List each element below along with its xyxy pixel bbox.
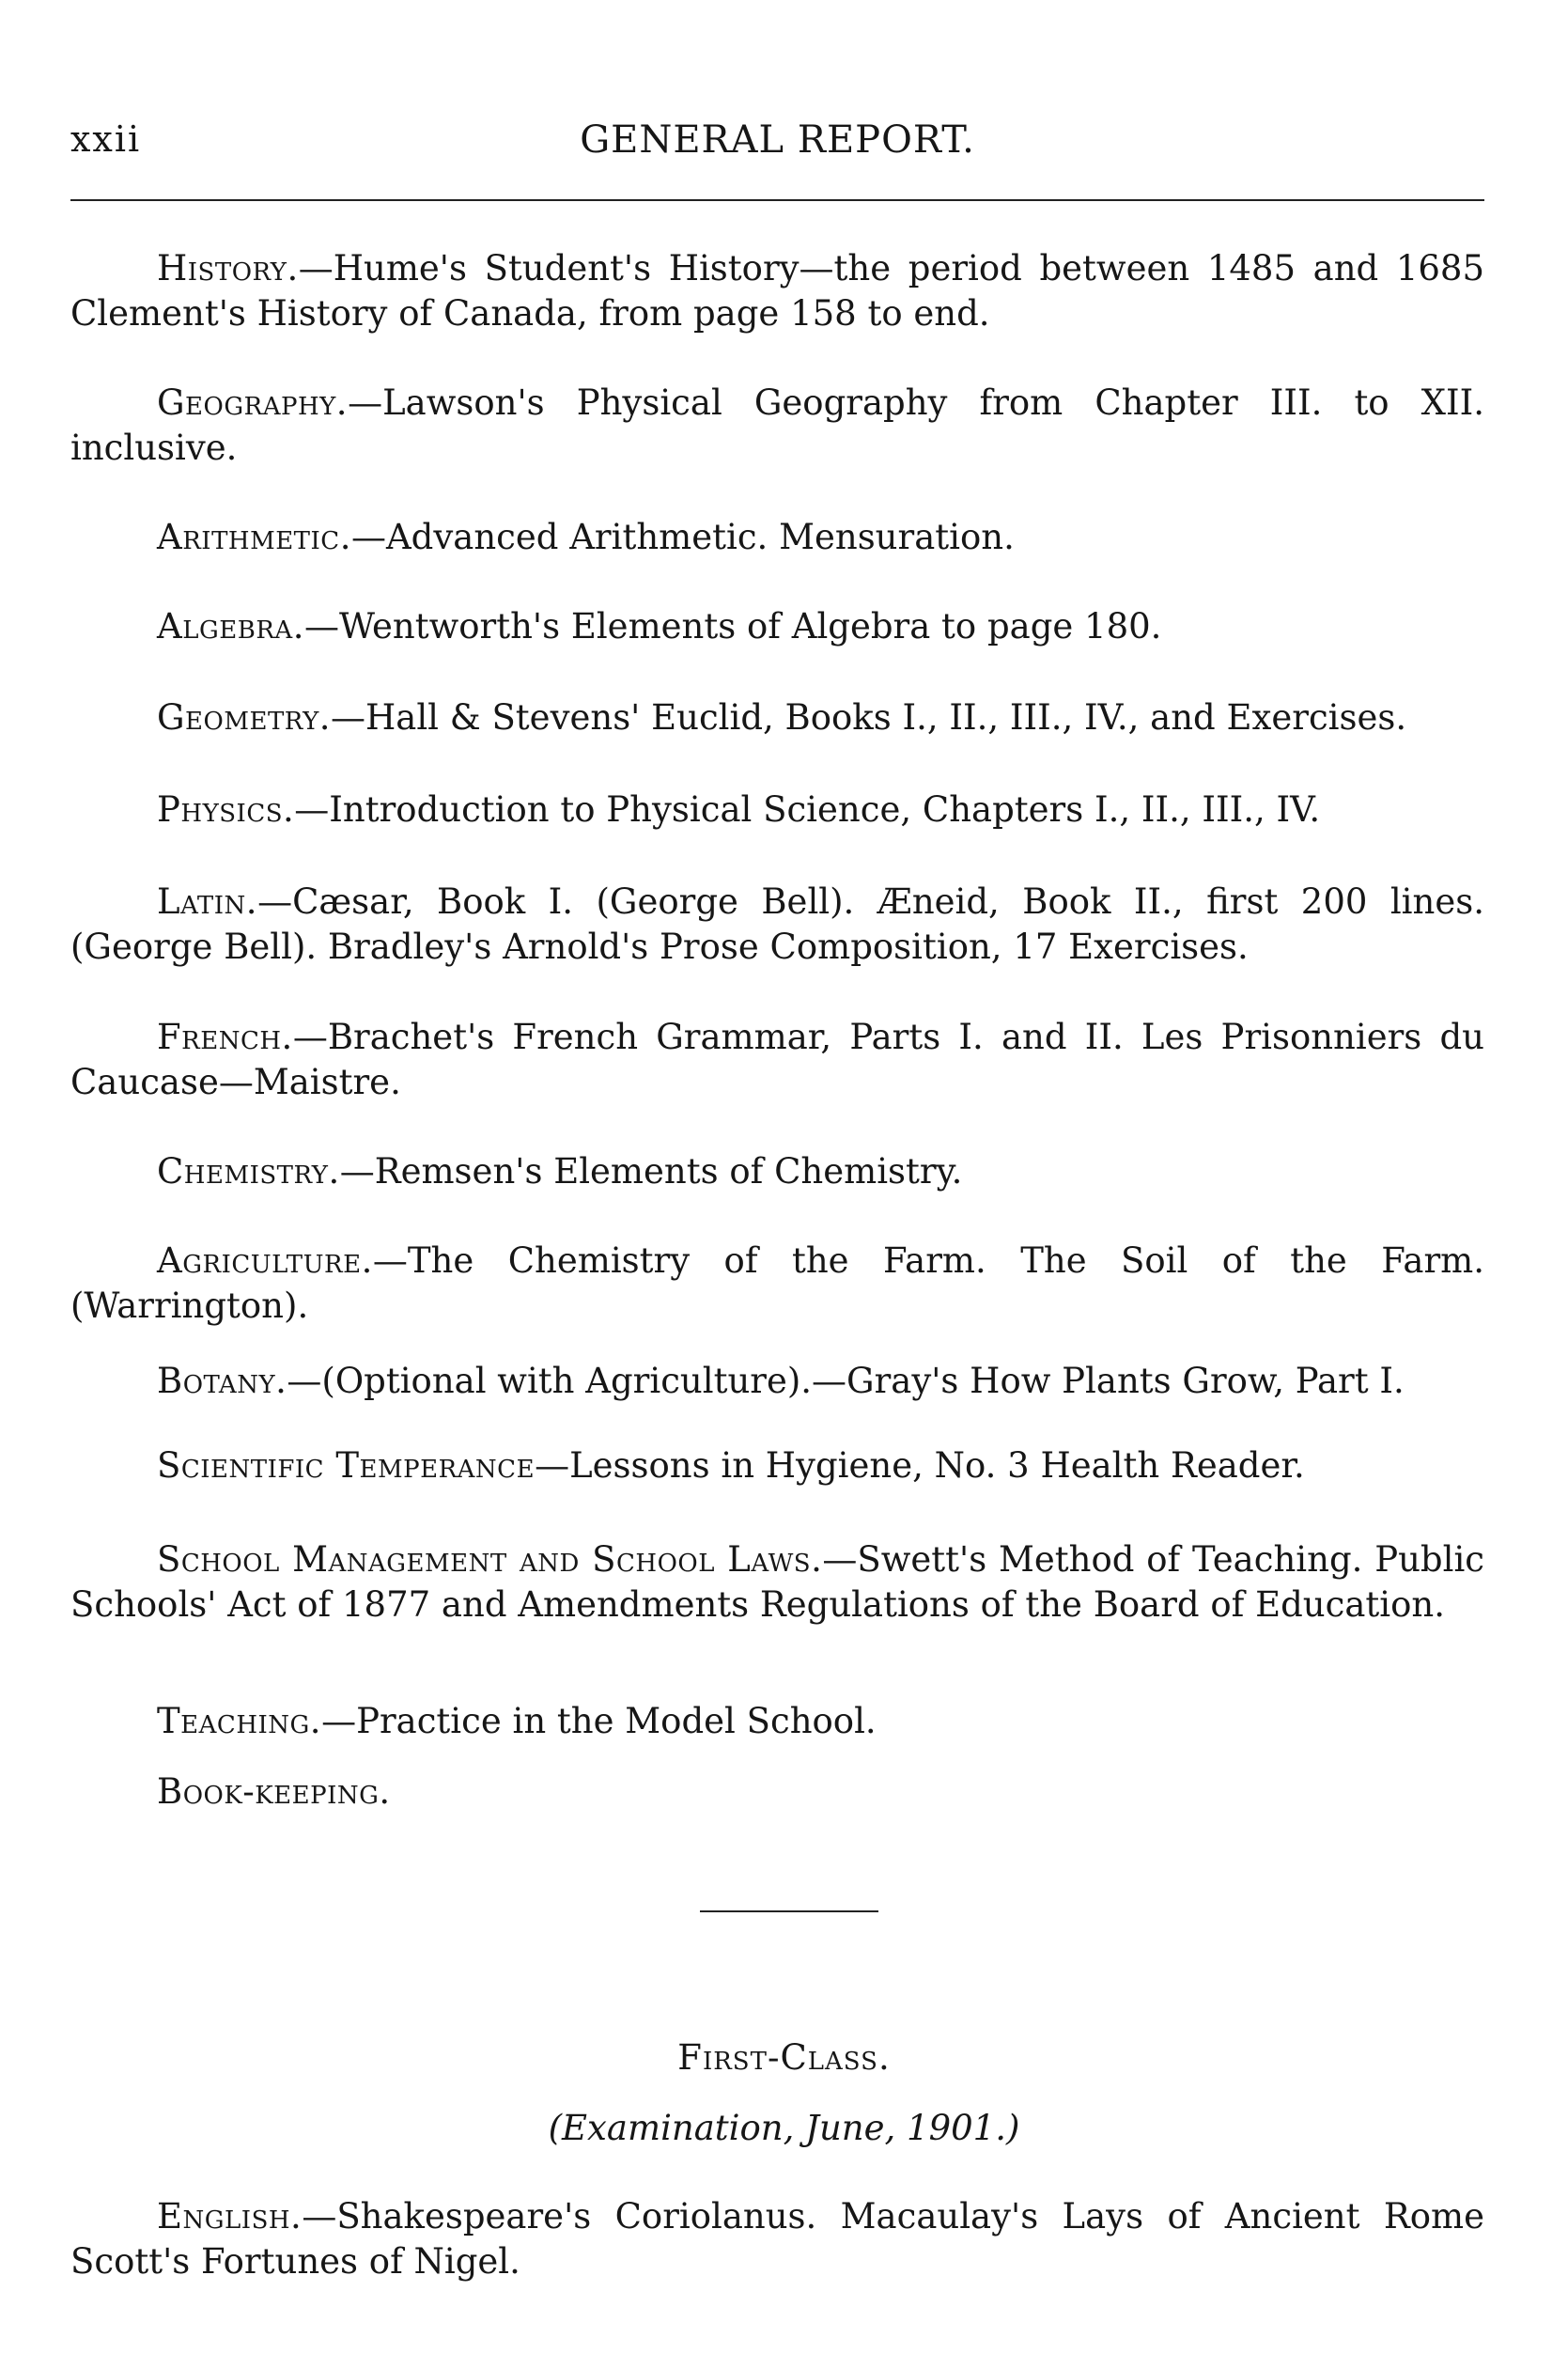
entry-heading: Algebra. — [157, 606, 304, 647]
section-title: First-Class. — [677, 2037, 891, 2078]
entry-english — [70, 2194, 1484, 2284]
entry-geometry — [70, 695, 1484, 740]
entry-heading: School Management and School Laws. — [157, 1539, 823, 1580]
entry-text: —Hall & Stevens' Euclid, Books I., II., III., IV., and Exercises. — [331, 697, 1407, 738]
entry-heading: Geography. — [157, 382, 349, 423]
entry-heading: History. — [157, 248, 299, 288]
page-number: xxii — [70, 118, 142, 160]
entry-arithmetic — [70, 515, 1484, 560]
entry-text: —Practice in the Model School. — [321, 1701, 877, 1741]
entry-heading: English. — [157, 2196, 303, 2237]
entry-text: —Brachet's French Grammar, Parts I. and II. Les Prisonniers du Caucase—Maistre. — [70, 1017, 1484, 1102]
header-rule — [70, 199, 1484, 201]
entry-chemistry — [70, 1149, 1484, 1194]
entry-scientific-temperance — [70, 1443, 1484, 1488]
entry-text: —The Chemistry of the Farm. The Soil of the Farm. (Warrington). — [70, 1240, 1484, 1326]
entry-heading: Botany. — [157, 1361, 287, 1401]
entry-text: —Swett's Method of Teaching. Public Schools' Act of 1877 and Amendments Regulations of the Board of Education. — [70, 1539, 1484, 1625]
entry-text: —Lawson's Physical Geography from Chapter III. to XII. inclusive. — [70, 382, 1484, 468]
entry-botany — [70, 1359, 1484, 1404]
entry-heading: Agriculture. — [157, 1240, 373, 1281]
section-subtitle: (Examination, June, 1901.) — [548, 2108, 1020, 2148]
entry-text: —Hume's Student's History—the period between 1485 and 1685 Clement's History of Canada, from page 158 to end. — [70, 248, 1484, 334]
entry-book-keeping — [70, 1769, 1484, 1815]
entry-text: —Cæsar, Book I. (George Bell). Æneid, Book II., first 200 lines. (George Bell). Bradley's Arnold's Prose Composition, 17 Exercises. — [70, 881, 1484, 967]
entry-french — [70, 1015, 1484, 1105]
entry-heading: Arithmetic. — [157, 517, 351, 557]
entry-heading: French. — [157, 1017, 293, 1057]
entry-school-management — [70, 1537, 1484, 1628]
entry-history — [70, 246, 1484, 336]
entry-latin — [70, 880, 1484, 970]
entry-heading: Physics. — [157, 789, 295, 830]
entry-heading: Teaching. — [157, 1701, 322, 1741]
entry-text: —Wentworth's Elements of Algebra to page 180. — [303, 606, 1162, 647]
entry-heading: Geometry. — [157, 697, 331, 738]
entry-text: —Introduction to Physical Science, Chapters I., II., III., IV. — [294, 789, 1321, 830]
entry-physics — [70, 787, 1484, 833]
entry-text: —Remsen's Elements of Chemistry. — [339, 1151, 963, 1192]
entry-text: —Shakespeare's Coriolanus. Macaulay's Lays of Ancient Rome Scott's Fortunes of Nigel. — [70, 2196, 1484, 2282]
entry-algebra — [70, 604, 1484, 649]
section-divider — [700, 1910, 878, 1912]
entry-text: —Advanced Arithmetic. Mensuration. — [350, 517, 1015, 557]
entry-heading: Scientific Temperance — [157, 1445, 536, 1486]
page-header — [70, 118, 1484, 175]
entry-heading: Book-keeping. — [157, 1771, 391, 1812]
entry-teaching — [70, 1699, 1484, 1744]
entry-heading: Latin. — [157, 881, 258, 922]
entry-geography — [70, 381, 1484, 471]
entry-text: —Lessons in Hygiene, No. 3 Health Reader. — [535, 1445, 1305, 1486]
entry-heading: Chemistry. — [157, 1151, 340, 1192]
entry-text: —(Optional with Agriculture).—Gray's How Plants Grow, Part I. — [287, 1361, 1405, 1401]
entry-agriculture — [70, 1239, 1484, 1329]
running-title: GENERAL REPORT. — [580, 118, 975, 162]
